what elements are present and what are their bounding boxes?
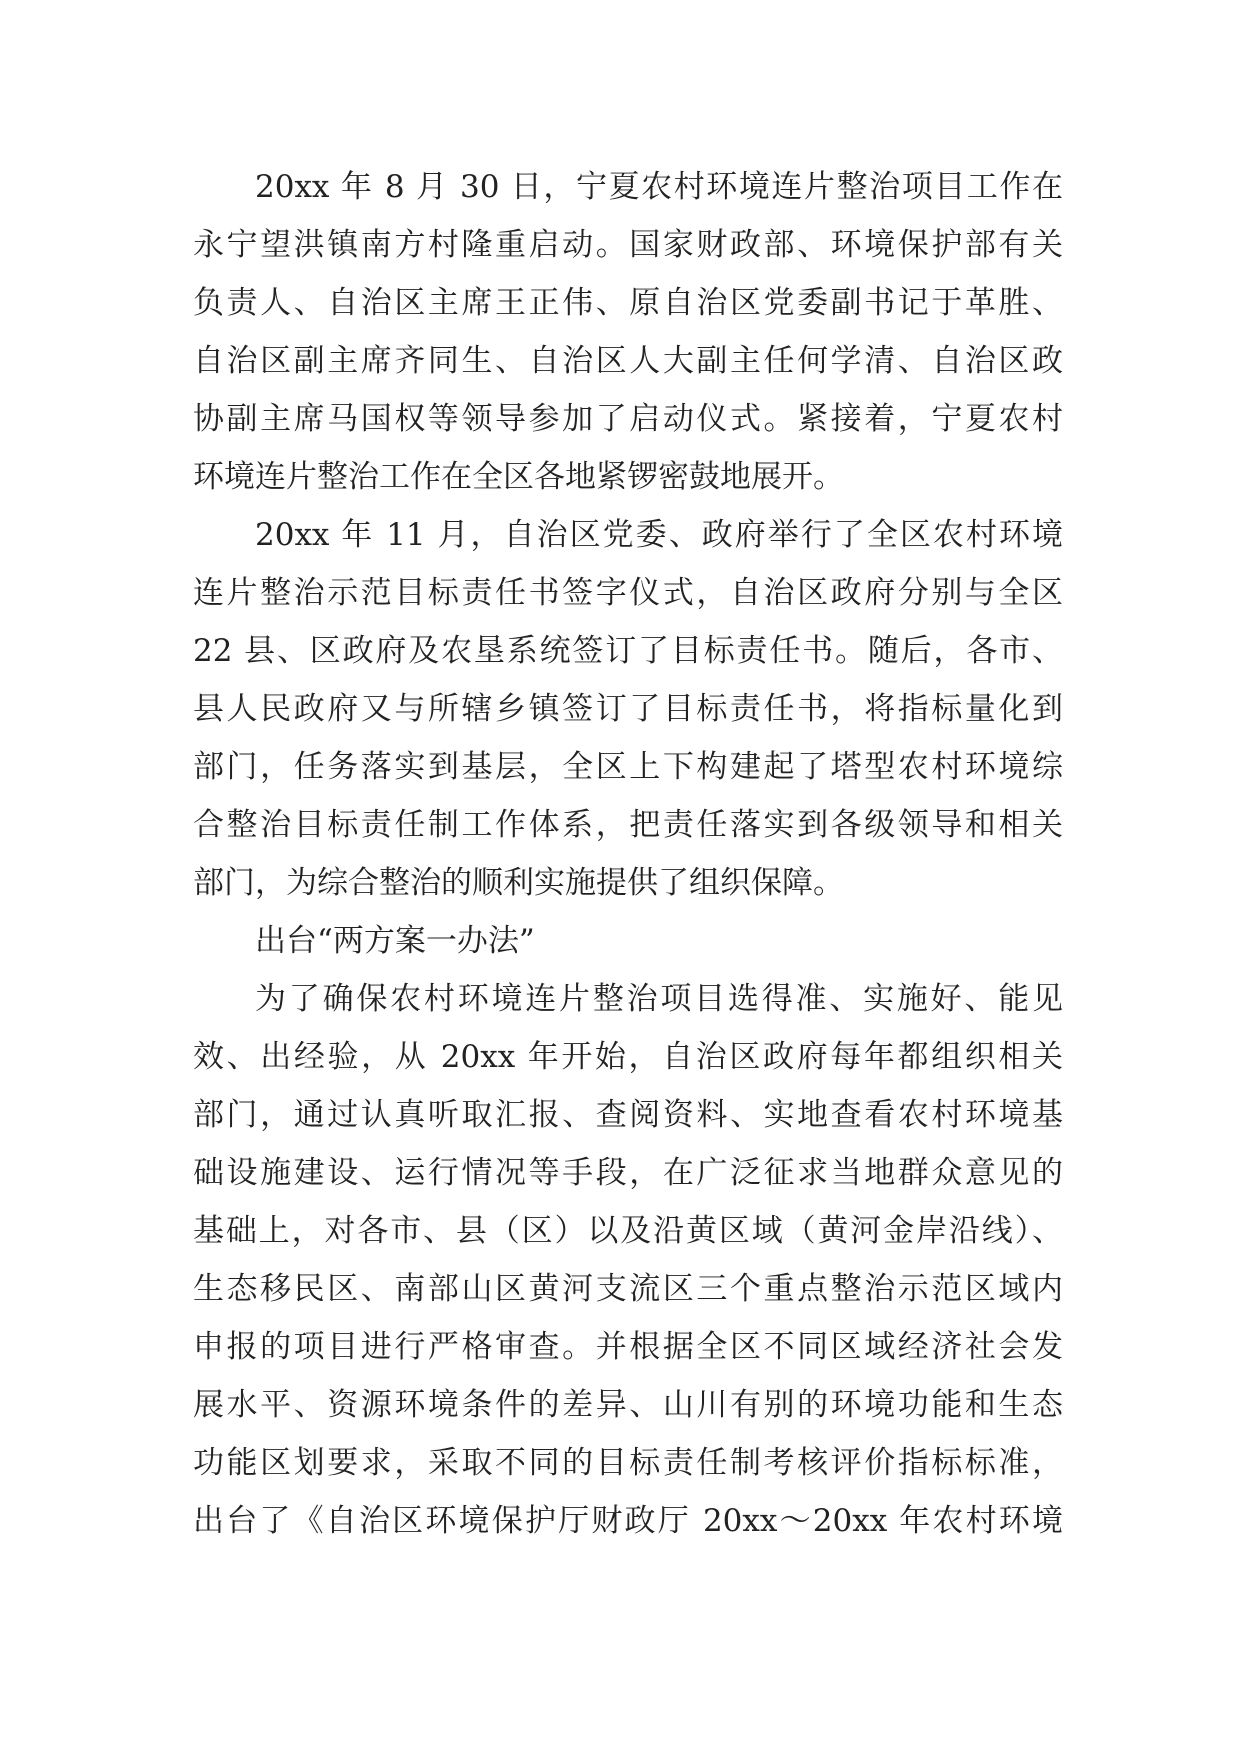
text-line: 申报的项目进行严格审查。并根据全区不同区域经济社会发 [193,1329,1063,1365]
text-line: 部门，通过认真听取汇报、查阅资料、实地查看农村环境基 [193,1097,1063,1133]
text-line: 协副主席马国权等领导参加了启动仪式。紧接着，宁夏农村 [193,401,1063,437]
text-line: 22 县、区政府及农垦系统签订了目标责任书。随后，各市、 [193,633,1063,669]
text-line: 合整治目标责任制工作体系，把责任落实到各级领导和相关 [193,807,1063,843]
section-heading [193,912,1063,970]
text-line: 为了确保农村环境连片整治项目选得准、实施好、能见 [255,981,1063,1017]
section-heading-text: 出台“两方案一办法” [255,923,535,959]
text-line: 环境连片整治工作在全区各地紧锣密鼓地展开。 [193,459,844,495]
text-line: 县人民政府又与所辖乡镇签订了目标责任书，将指标量化到 [193,691,1063,727]
text-line: 功能区划要求，采取不同的目标责任制考核评价指标标准， [193,1445,1063,1481]
text-line: 负责人、自治区主席王正伟、原自治区党委副书记于革胜、 [193,285,1063,321]
text-line: 20xx 年 8 月 30 日，宁夏农村环境连片整治项目工作在 [255,169,1063,205]
text-line: 自治区副主席齐同生、自治区人大副主任何学清、自治区政 [193,343,1063,379]
text-line: 出台了《自治区环境保护厅财政厅 20xx～20xx 年农村环境 [193,1503,1063,1539]
text-line: 展水平、资源环境条件的差异、山川有别的环境功能和生态 [193,1387,1063,1423]
text-line: 础设施建设、运行情况等手段，在广泛征求当地群众意见的 [193,1155,1063,1191]
text-line: 部门，为综合整治的顺利实施提供了组织保障。 [193,865,844,901]
text-line: 部门，任务落实到基层，全区上下构建起了塔型农村环境综 [193,749,1063,785]
paragraph [193,506,1063,912]
text-line: 连片整治示范目标责任书签字仪式，自治区政府分别与全区 [193,575,1063,611]
paragraph [193,970,1063,1550]
paragraph [193,158,1063,506]
text-line: 效、出经验，从 20xx 年开始，自治区政府每年都组织相关 [193,1039,1063,1075]
document-body [193,158,1063,1550]
text-line: 基础上，对各市、县（区）以及沿黄区域（黄河金岸沿线）、 [193,1213,1063,1249]
text-line: 20xx 年 11 月，自治区党委、政府举行了全区农村环境 [255,517,1063,553]
text-line: 永宁望洪镇南方村隆重启动。国家财政部、环境保护部有关 [193,227,1063,263]
text-line: 生态移民区、南部山区黄河支流区三个重点整治示范区域内 [193,1271,1063,1307]
